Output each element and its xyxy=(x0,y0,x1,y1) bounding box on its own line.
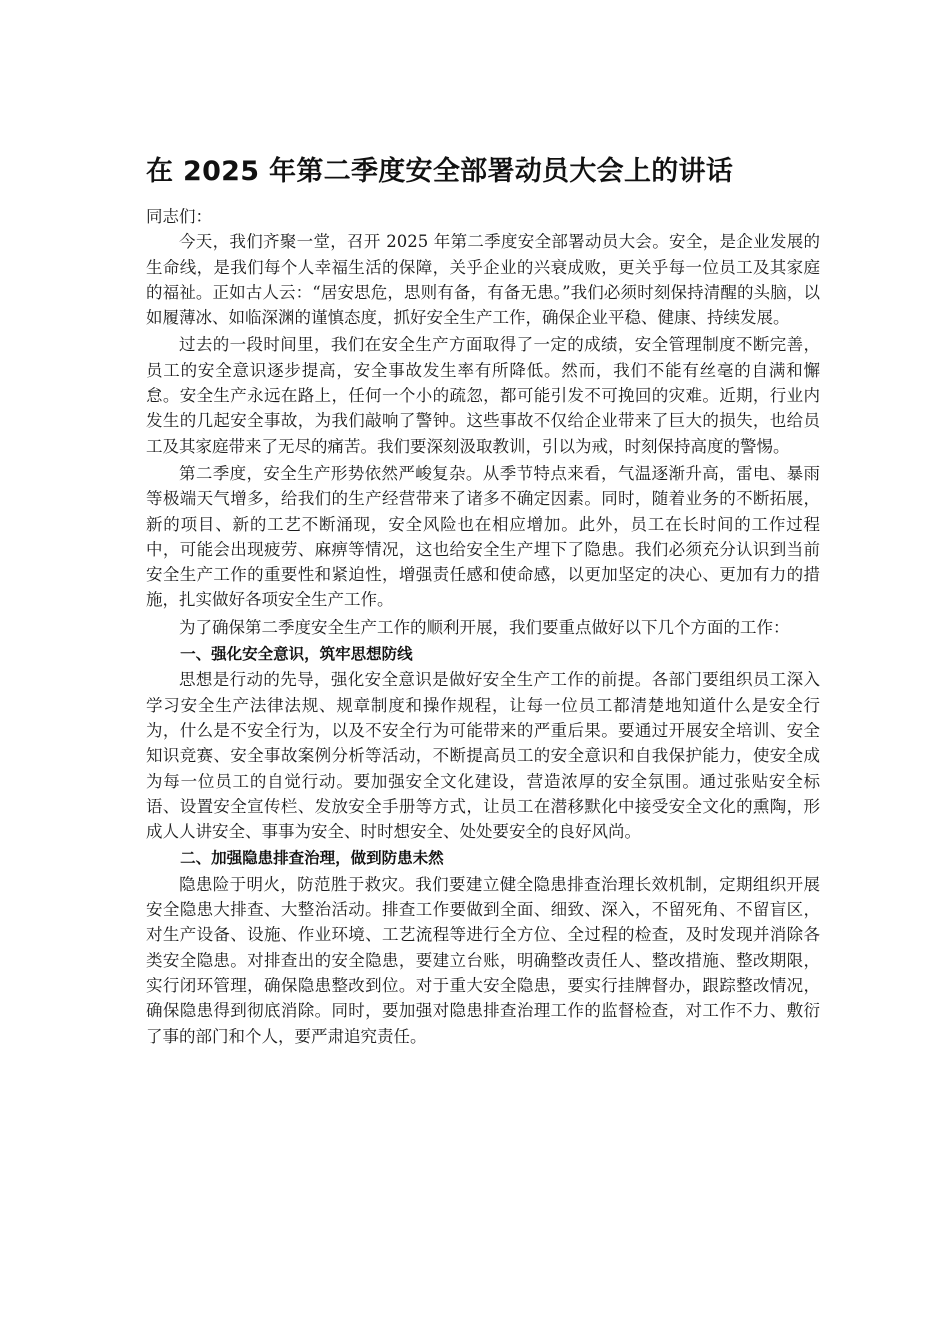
salutation: 同志们： xyxy=(146,207,212,226)
paragraph-review: 过去的一段时间里，我们在安全生产方面取得了一定的成绩，安全管理制度不断完善，员工的安全意识逐步提高，安全事故发生率有所降低。然而，我们不能有丝毫的自满和懈怠。安全生产永远在路上，任何一个小的疏忽，都可能引发不可挽回的灾难。近期，行业内发生的几起安全事故，为我们敲响了警钟。这些事故不仅给企业带来了巨大的损失，也给员工及其家庭带来了无尽的痛苦。我们要深刻汲取教训，引以为戒，时刻保持高度的警惕。 xyxy=(146,335,820,456)
paragraph-intro-tasks: 为了确保第二季度安全生产工作的顺利开展，我们要重点做好以下几个方面的工作： xyxy=(179,617,790,637)
section-body-1: 思想是行动的先导，强化安全意识是做好安全生产工作的前提。各部门要组织员工深入学习安全生产法律法规、规章制度和操作规程，让每一位员工都清楚地知道什么是安全行为，什么是不安全行为，以及不安全行为可能带来的严重后果。要通过开展安全培训、安全知识竞赛、安全事故案例分析等活动，不断提高员工的安全意识和自我保护能力，使安全成为每一位员工的自觉行动。要加强安全文化建设，营造浓厚的安全氛围。通过张贴安全标语、设置安全宣传栏、发放安全手册等方式，让员工在潜移默化中接受安全文化的熏陶，形成人人讲安全、事事为安全、时时想安全、处处要安全的良好风尚。 xyxy=(146,670,820,842)
section-heading-2: 二、加强隐患排查治理，做到防患未然 xyxy=(180,849,444,868)
document-page xyxy=(146,152,820,1051)
section-heading-1: 一、强化安全意识，筑牢思想防线 xyxy=(180,645,413,664)
section-body-2: 隐患险于明火，防范胜于救灾。我们要建立健全隐患排查治理长效机制，定期组织开展安全隐患大排查、大整治活动。排查工作要做到全面、细致、深入，不留死角、不留盲区，对生产设备、设施、作业环境、工艺流程等进行全方位、全过程的检查，及时发现并消除各类安全隐患。对排查出的安全隐患，要建立台账，明确整改责任人、整改措施、整改期限，实行闭环管理，确保隐患整改到位。对于重大安全隐患，要实行挂牌督办，跟踪整改情况，确保隐患得到彻底消除。同时，要加强对隐患排查治理工作的监督检查，对工作不力、敷衍了事的部门和个人，要严肃追究责任。 xyxy=(146,874,820,1046)
paragraph-opening: 今天，我们齐聚一堂，召开 2025 年第二季度安全部署动员大会。安全，是企业发展的生命线，是我们每个人幸福生活的保障，关乎企业的兴衰成败，更关乎每一位员工及其家庭的福祉。正如古人云：“居安思危，思则有备，有备无患。”我们必须时刻保持清醒的头脑，以如履薄冰、如临深渊的谨慎态度，抓好安全生产工作，确保企业平稳、健康、持续发展。 xyxy=(146,232,820,328)
document-title: 在 2025 年第二季度安全部署动员大会上的讲话 xyxy=(146,156,734,187)
paragraph-situation: 第二季度，安全生产形势依然严峻复杂。从季节特点来看，气温逐渐升高，雷电、暴雨等极端天气增多，给我们的生产经营带来了诸多不确定因素。同时，随着业务的不断拓展，新的项目、新的工艺不断涌现，安全风险也在相应增加。此外，员工在长时间的工作过程中，可能会出现疲劳、麻痹等情况，这也给安全生产埋下了隐患。我们必须充分认识到当前安全生产工作的重要性和紧迫性，增强责任感和使命感，以更加坚定的决心、更加有力的措施，扎实做好各项安全生产工作。 xyxy=(146,463,820,610)
